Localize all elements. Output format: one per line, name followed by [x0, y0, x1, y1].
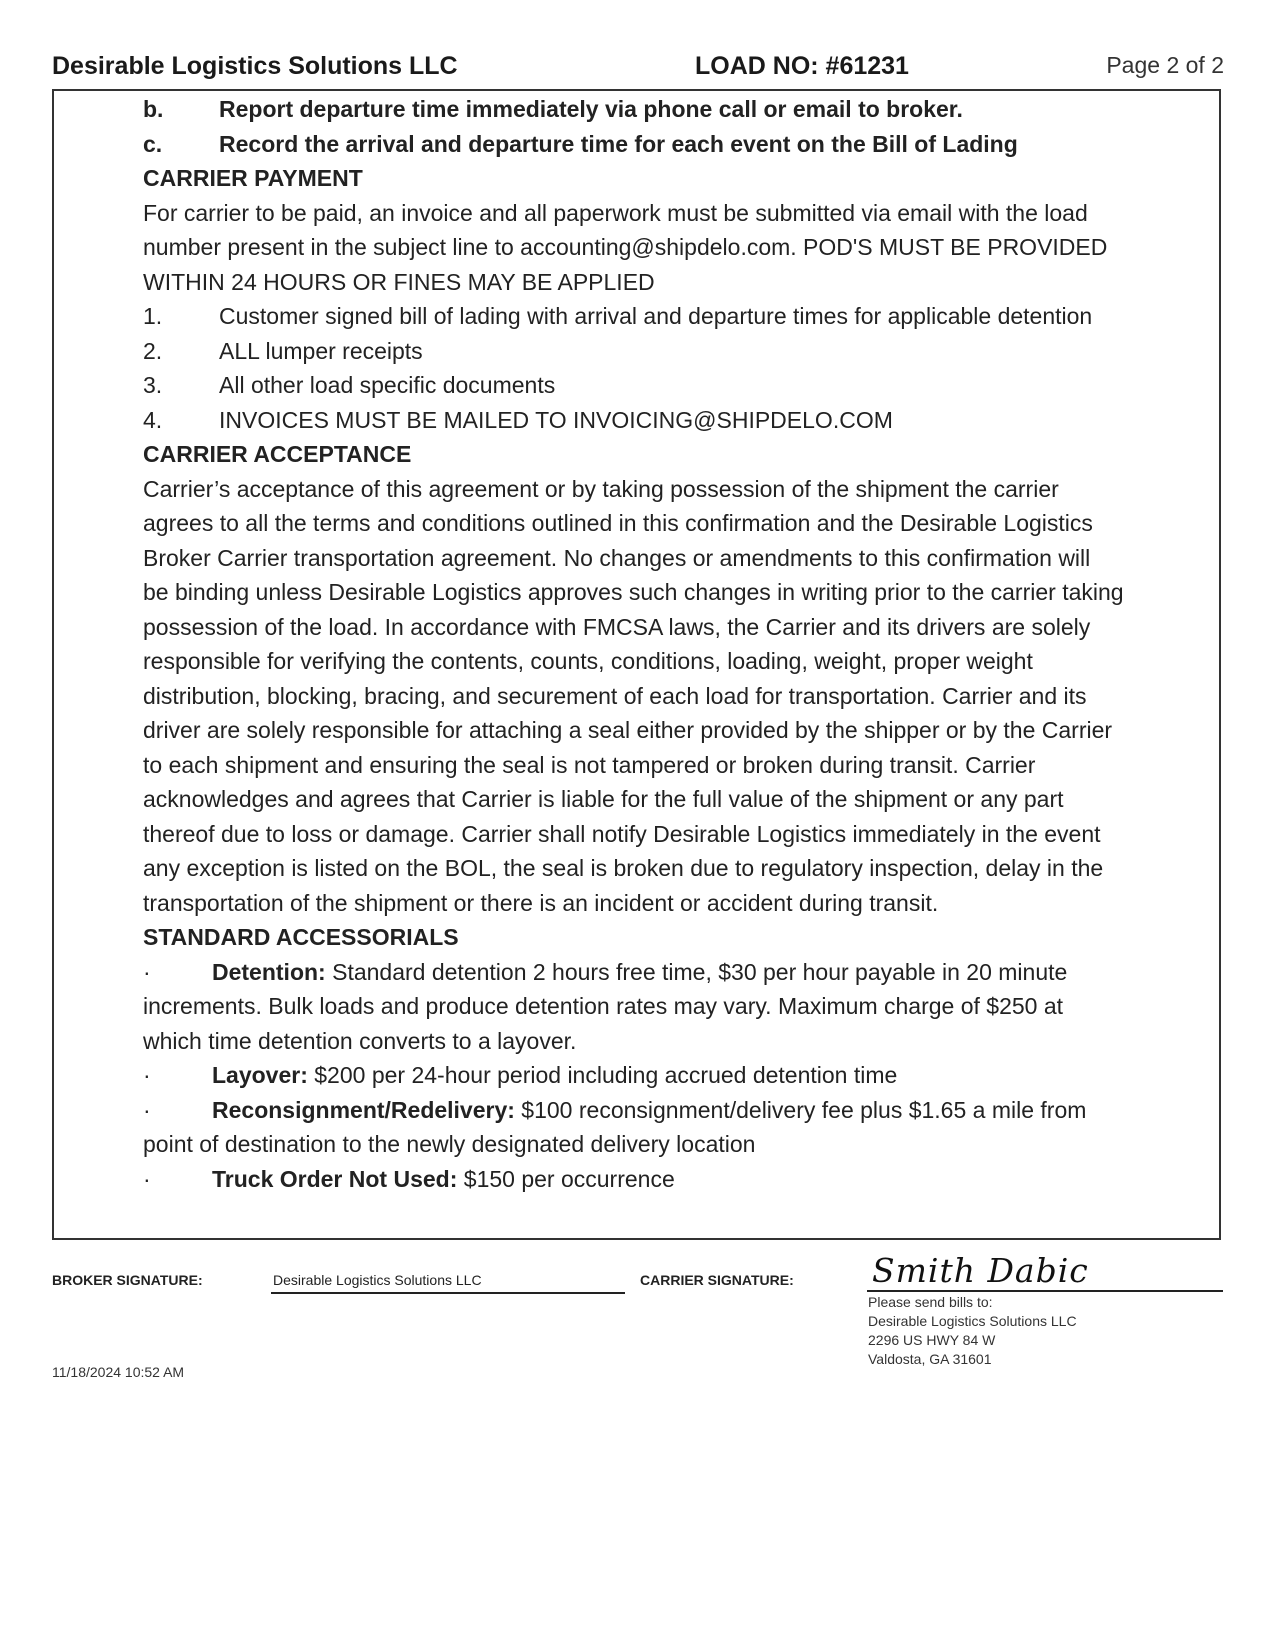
section-heading-carrier-payment: CARRIER PAYMENT — [143, 165, 363, 191]
section-heading-carrier-acceptance: CARRIER ACCEPTANCE — [143, 441, 412, 467]
bullet: · — [143, 958, 151, 985]
list-item — [143, 92, 1218, 127]
company-name: Desirable Logistics Solutions LLC — [52, 52, 458, 80]
paragraph-line: responsible for verifying the contents, counts, conditions, loading, weight, proper weight — [143, 648, 1033, 674]
timestamp: 11/18/2024 10:52 AM — [52, 1364, 185, 1380]
terms-box — [52, 89, 1221, 1240]
bullet: · — [143, 1062, 151, 1088]
list-marker: 4. — [143, 406, 163, 433]
carrier-signature-label: CARRIER SIGNATURE: — [640, 1272, 794, 1288]
list-item — [143, 403, 1218, 438]
list-item — [143, 368, 1218, 403]
accessorial-detention — [143, 955, 1218, 990]
paragraph-line: agrees to all the terms and conditions outlined in this confirmation and the Desirable Logistics — [143, 510, 1093, 536]
send-bills-line: Valdosta, GA 31601 — [868, 1351, 992, 1367]
load-number: LOAD NO: #61231 — [695, 52, 909, 80]
paragraph-line: Carrier’s acceptance of this agreement or by taking possession of the shipment the carrier — [143, 475, 1059, 502]
accessorial-text: $100 reconsignment/delivery fee plus $1.65 a mile from — [514, 1096, 1087, 1123]
paragraph-line: possession of the load. In accordance with FMCSA laws, the Carrier and its drivers are solely — [143, 613, 1091, 640]
paragraph-line: increments. Bulk loads and produce detention rates may vary. Maximum charge of $250 at — [143, 993, 1064, 1019]
send-bills-line: 2296 US HWY 84 W — [868, 1332, 996, 1348]
list-text: Record the arrival and departure time for each event on the Bill of Lading — [219, 130, 1018, 157]
accessorial-reconsignment — [143, 1093, 1218, 1128]
accessorial-label: Truck Order Not Used: — [212, 1165, 458, 1192]
broker-signature-label: BROKER SIGNATURE: — [52, 1272, 203, 1288]
list-marker: b. — [143, 96, 164, 122]
accessorial-label: Layover: — [212, 1062, 308, 1088]
accessorial-layover — [143, 1058, 1218, 1093]
paragraph-line: Broker Carrier transportation agreement. No changes or amendments to this confirmation will — [143, 544, 1091, 571]
page-header — [52, 50, 1224, 84]
list-item — [143, 299, 1218, 334]
paragraph-line: acknowledges and agrees that Carrier is liable for the full value of the shipment or any part — [143, 786, 1064, 812]
list-item — [143, 334, 1218, 369]
paragraph-line: any exception is listed on the BOL, the seal is broken due to regulatory inspection, delay in the — [143, 855, 1104, 881]
terms-content — [143, 92, 1218, 1196]
bullet: · — [143, 1165, 151, 1192]
carrier-signature-line[interactable] — [867, 1290, 1223, 1292]
accessorial-label: Reconsignment/Redelivery: — [212, 1096, 515, 1123]
accessorial-label: Detention: — [212, 958, 326, 985]
signature-area — [52, 1240, 1224, 1380]
paragraph-line: For carrier to be paid, an invoice and all paperwork must be submitted via email with the load — [143, 199, 1088, 226]
accessorial-text: Standard detention 2 hours free time, $30 per hour payable in 20 minute — [325, 958, 1068, 985]
list-marker: 3. — [143, 372, 163, 398]
accessorial-text: $150 per occurrence — [457, 1165, 675, 1192]
paragraph-line: which time detention converts to a layover. — [143, 1027, 577, 1054]
list-item — [143, 127, 1218, 162]
list-marker: c. — [143, 130, 163, 157]
carrier-signature-image — [870, 1248, 1090, 1292]
paragraph-line: WITHIN 24 HOURS OR FINES MAY BE APPLIED — [143, 268, 655, 295]
accessorial-text: $200 per 24-hour period including accrued detention time — [307, 1062, 898, 1088]
list-text: ALL lumper receipts — [219, 337, 423, 364]
broker-signature-field[interactable]: Desirable Logistics Solutions LLC — [271, 1272, 625, 1294]
list-marker: 1. — [143, 303, 163, 329]
list-text: INVOICES MUST BE MAILED TO INVOICING@SHIPDELO.COM — [219, 406, 893, 433]
list-marker: 2. — [143, 337, 163, 364]
list-text: All other load specific documents — [219, 372, 556, 398]
send-bills-line: Please send bills to: — [868, 1294, 993, 1310]
send-bills-line: Desirable Logistics Solutions LLC — [868, 1313, 1077, 1329]
paragraph-line: transportation of the shipment or there is an incident or accident during transit. — [143, 889, 939, 916]
paragraph-line: distribution, blocking, bracing, and securement of each load for transportation. Carrier and its — [143, 682, 1087, 709]
paragraph-line: be binding unless Desirable Logistics approves such changes in writing prior to the carrier taking — [143, 579, 1124, 605]
list-text: Report departure time immediately via phone call or email to broker. — [219, 96, 963, 122]
paragraph-line: driver are solely responsible for attaching a seal either provided by the shipper or by the Carrier — [143, 717, 1113, 743]
signature-script: Smith Dabic — [872, 1251, 1089, 1290]
section-heading-standard-accessorials: STANDARD ACCESSORIALS — [143, 924, 459, 950]
paragraph-line: point of destination to the newly designated delivery location — [143, 1131, 756, 1157]
paragraph-line: to each shipment and ensuring the seal is not tampered or broken during transit. Carrier — [143, 751, 1036, 778]
list-text: Customer signed bill of lading with arrival and departure times for applicable detention — [219, 303, 1093, 329]
page-number: Page 2 of 2 — [1106, 52, 1224, 78]
send-bills-address — [868, 1293, 1077, 1369]
paragraph-line: number present in the subject line to accounting@shipdelo.com. POD'S MUST BE PROVIDED — [143, 234, 1108, 260]
paragraph-line: thereof due to loss or damage. Carrier shall notify Desirable Logistics immediately in the event — [143, 820, 1101, 847]
bullet: · — [143, 1096, 151, 1123]
accessorial-truck-order — [143, 1162, 1218, 1197]
